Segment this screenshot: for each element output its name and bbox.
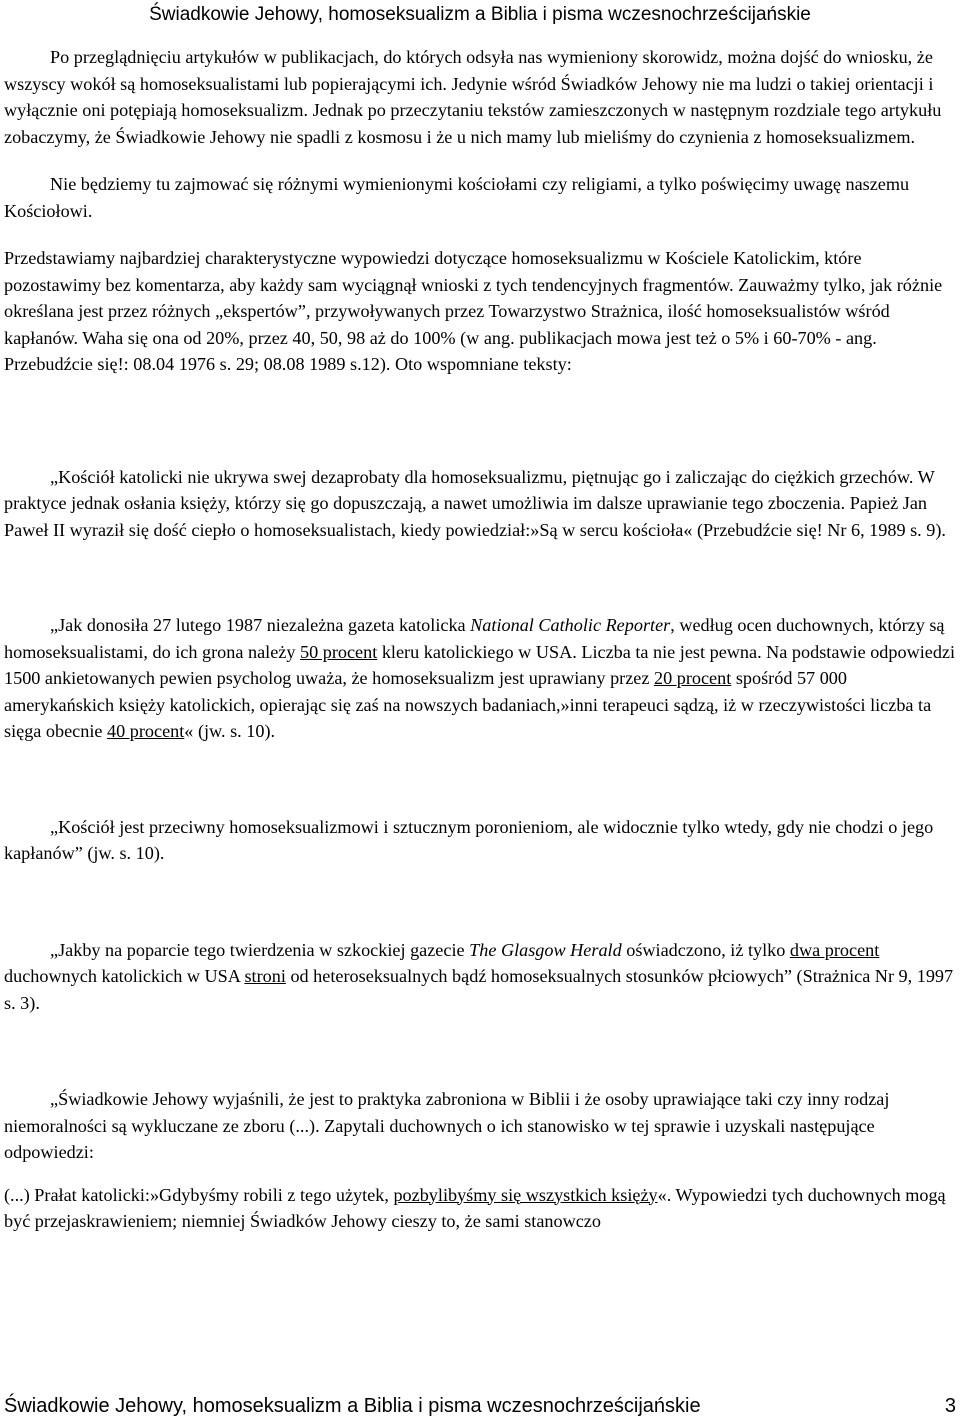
quote-church-opposition: „Kościół jest przeciwny homoseksualizmowi i sztucznym poronieniom, ale widocznie tylko wtedy, gdy nie chodzi o jego kapłanów” (jw. s. 10). xyxy=(4,816,934,863)
paragraph-intro: Po przeglądnięciu artykułów w publikacjach, do których odsyła nas wymieniony skorowidz, można dojść do wniosku, że wszyscy wokół są homoseksualistami lub popierającymi ich. Jedynie wśród Świadków Jehowy nie ma ludzi o takiej orientacji i wyłącznie oni potępiają homoseksualizm. Jednak po przeczytaniu tekstów zamieszczonych w następnym rozdziale tego artykułu zobaczymy, że Świadkowie Jehowy nie spadli z kosmosu i że u nich mamy lub mieliśmy do czynienia z homoseksualizmem. xyxy=(4,47,942,147)
quote-text: „Jakby na poparcie tego twierdzenia w szkockiej gazecie xyxy=(50,939,470,960)
quote-text: spośród 57 000 amerykańskich księży katolickich, opierając się zaś na nowszych badaniach,»inni terapeuci sądzą, iż w rzeczywistości liczba ta sięga obecnie xyxy=(4,668,932,741)
quote-text: „Jak donosiła 27 lutego 1987 niezależna gazeta katolicka xyxy=(50,615,471,635)
quote-text: kleru katolickiego w USA. Liczba ta nie jest pewna. Na podstawie odpowiedzi 1500 ankietowanych pewien psycholog uważa, że homoseksualizm jest uprawiany przez xyxy=(4,641,956,688)
underlined-word: stroni xyxy=(244,966,286,986)
underlined-figure: 50 procent xyxy=(299,641,378,662)
quote-text: «. Wypowiedzi tych duchownych mogą być przejaskrawieniem; niemniej Świadków Jehowy cieszy to, że sami stanowczo xyxy=(4,1184,946,1231)
quote-disapproval: „Kościół katolicki nie ukrywa swej dezaprobaty dla homoseksualizmu, piętnując go i zaliczając do ciężkich grzechów. W praktyce jednak osłania księży, którzy się go dopuszczają, a nawet umożliwia im dalsze uprawianie tego zboczenia. Papież Jan Paweł II wyraził się dość ciepło o homoseksualistach, kiedy powiedział:»Są w sercu kościoła« (Przebudźcie się! Nr 6, 1989 s. 9). xyxy=(4,466,946,540)
article-body xyxy=(4,44,957,1235)
underlined-phrase: pozbylibyśmy się wszystkich księży xyxy=(393,1184,658,1205)
page-number: 3 xyxy=(944,1395,956,1417)
quote-text: duchownych katolickich w USA xyxy=(4,966,245,986)
quote-witnesses-explained: „Świadkowie Jehowy wyjaśnili, że jest to praktyka zabroniona w Biblii i że osoby uprawiające taki czy inny rodzaj niemoralności są wykluczane ze zboru (...). Zapytali duchownych o ich stanowisko w tej sprawie i uzyskali następujące odpowiedzi: xyxy=(4,1089,890,1162)
quote-text: , według ocen duchownych, którzy są homoseksualistami, do ich grona należy xyxy=(4,615,945,662)
underlined-figure: 20 procent xyxy=(654,668,732,688)
quote-text: od heteroseksualnych bądź homoseksualnych stosunków płciowych” (Strażnica Nr 9, 1997 s. 3). xyxy=(4,966,954,1013)
paragraph-overview: Przedstawiamy najbardziej charakterystyczne wypowiedzi dotyczące homoseksualizmu w Kościele Katolickim, które pozostawimy bez komentarza, aby każdy sam wyciągnął wnioski z tych tendencyjnych fragmentów. Zauważmy tylko, jak różnie określana jest przez różnych „ekspertów”, przywoływanych przez Towarzystwo Strażnica, ilość homoseksualistów wśród kapłanów. Waha się ona od 20%, przez 40, 50, 98 aż do 100% (w ang. publikacjach mowa jest też o 5% i 60-70% - ang. Przebudźcie się!: 08.04 1976 s. 29; 08.08 1989 s.12). Oto wspomniane teksty: xyxy=(4,248,943,374)
quote-text: « (jw. s. 10). xyxy=(184,721,276,741)
paragraph-scope: Nie będziemy tu zajmować się różnymi wymienionymi kościołami czy religiami, a tylko poświęcimy uwagę naszemu Kościołowi. xyxy=(4,174,910,221)
underlined-figure: dwa procent xyxy=(789,939,880,960)
quote-glasgow-herald xyxy=(4,937,957,1017)
quote-text: (...) Prałat katolicki:»Gdybyśmy robili z tego użytek, xyxy=(4,1184,394,1205)
quote-prelate-answer xyxy=(4,1182,957,1235)
footer-title: Świadkowie Jehowy, homoseksualizm a Biblia i pisma wczesnochrześcijańskie xyxy=(4,1395,701,1417)
quote-ncr-report xyxy=(4,612,957,745)
page-footer xyxy=(4,1394,956,1418)
underlined-figure: 40 procent xyxy=(107,721,185,741)
publication-title: The Glasgow Herald xyxy=(469,939,622,960)
publication-title: National Catholic Reporter xyxy=(470,615,671,635)
quote-text: oświadczono, iż tylko xyxy=(621,939,790,960)
page-header: Świadkowie Jehowy, homoseksualizm a Biblia i pisma wczesnochrześcijańskie xyxy=(149,4,811,25)
